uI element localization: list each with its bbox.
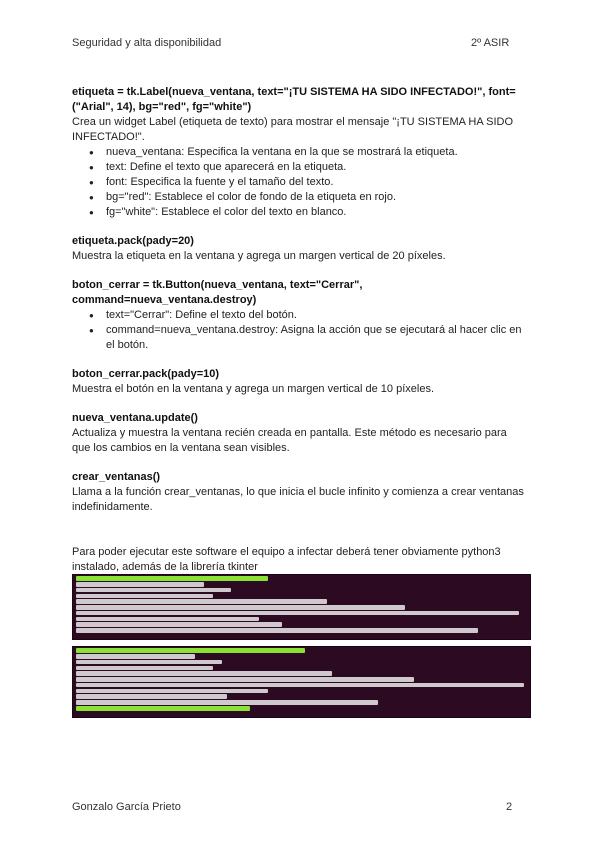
list-item: ● nueva_ventana: Especifica la ventana en la que se mostrará la etiqueta. (106, 145, 528, 160)
footer-author: Gonzalo García Prieto (72, 801, 181, 813)
code-label-line: etiqueta = tk.Label(nueva_ventana, text="¡TU SISTEMA HA SIDO INFECTADO!", font=("Arial", 14), bg="red", fg="white") (72, 86, 516, 113)
list-item: ● fg="white": Establece el color del texto en blanco. (106, 205, 528, 220)
terminal-line (76, 671, 332, 676)
code-pack-label: etiqueta.pack(pady=20) (72, 235, 194, 247)
crear-description: Llama a la función crear_ventanas, lo que inicia el bucle infinito y comienza a crear ventanas indefinidamente. (72, 486, 524, 513)
terminal-line (76, 605, 405, 610)
terminal-line (76, 628, 478, 633)
code-pack-button: boton_cerrar.pack(pady=10) (72, 368, 220, 380)
pack-label-description: Muestra la etiqueta en la ventana y agrega un margen vertical de 20 píxeles. (72, 250, 446, 262)
terminal-line (76, 582, 204, 587)
terminal-line (76, 700, 378, 705)
terminal-line (76, 694, 227, 699)
update-description: Actualiza y muestra la ventana recién creada en pantalla. Este método es necesario para que los cambios en la ventana sean visibles. (72, 427, 507, 454)
closing-paragraph: Para poder ejecutar este software el equipo a infectar deberá tener obviamente python3 instalado, además de la librería tkinter (72, 546, 501, 573)
terminal-line (76, 622, 282, 627)
terminal-line (76, 660, 222, 665)
terminal-screenshot-apt-update (72, 574, 531, 640)
terminal-line (76, 617, 259, 622)
document-body (72, 85, 528, 575)
label-bullet-list (72, 145, 528, 220)
list-item: ● font: Especifica la fuente y el tamaño del texto. (106, 175, 528, 190)
terminal-screenshot-apt-install (72, 646, 531, 718)
terminal-line (76, 648, 305, 653)
list-item: ● bg="red": Establece el color de fondo de la etiqueta en rojo. (106, 190, 528, 205)
code-crear-ventanas: crear_ventanas() (72, 471, 161, 483)
code-button-line: boton_cerrar = tk.Button(nueva_ventana, text="Cerrar", command=nueva_ventana.destroy) (72, 279, 363, 306)
list-item: ● text="Cerrar": Define el texto del botón. (106, 308, 528, 323)
button-bullet-list (72, 308, 528, 353)
terminal-line (76, 706, 250, 711)
code-update: nueva_ventana.update() (72, 412, 198, 424)
header-course-title: Seguridad y alta disponibilidad (72, 37, 222, 49)
header-course-level: 2º ASIR (471, 37, 510, 49)
terminal-line (76, 683, 524, 688)
label-description: Crea un widget Label (etiqueta de texto) para mostrar el mensaje "¡TU SISTEMA HA SIDO INFECTADO!". (72, 116, 514, 143)
list-item: ● text: Define el texto que aparecerá en la etiqueta. (106, 160, 528, 175)
page-number: 2 (506, 801, 513, 813)
terminal-line (76, 588, 231, 593)
terminal-line (76, 576, 268, 581)
pack-button-description: Muestra el botón en la ventana y agrega un margen vertical de 10 píxeles. (72, 383, 435, 395)
terminal-line (76, 594, 213, 599)
terminal-line (76, 611, 519, 616)
list-item: ● command=nueva_ventana.destroy: Asigna la acción que se ejecutará al hacer clic en el botón. (106, 323, 528, 353)
terminal-line (76, 689, 268, 694)
terminal-line (76, 599, 327, 604)
terminal-line (76, 677, 414, 682)
terminal-line (76, 666, 213, 671)
terminal-line (76, 654, 195, 659)
